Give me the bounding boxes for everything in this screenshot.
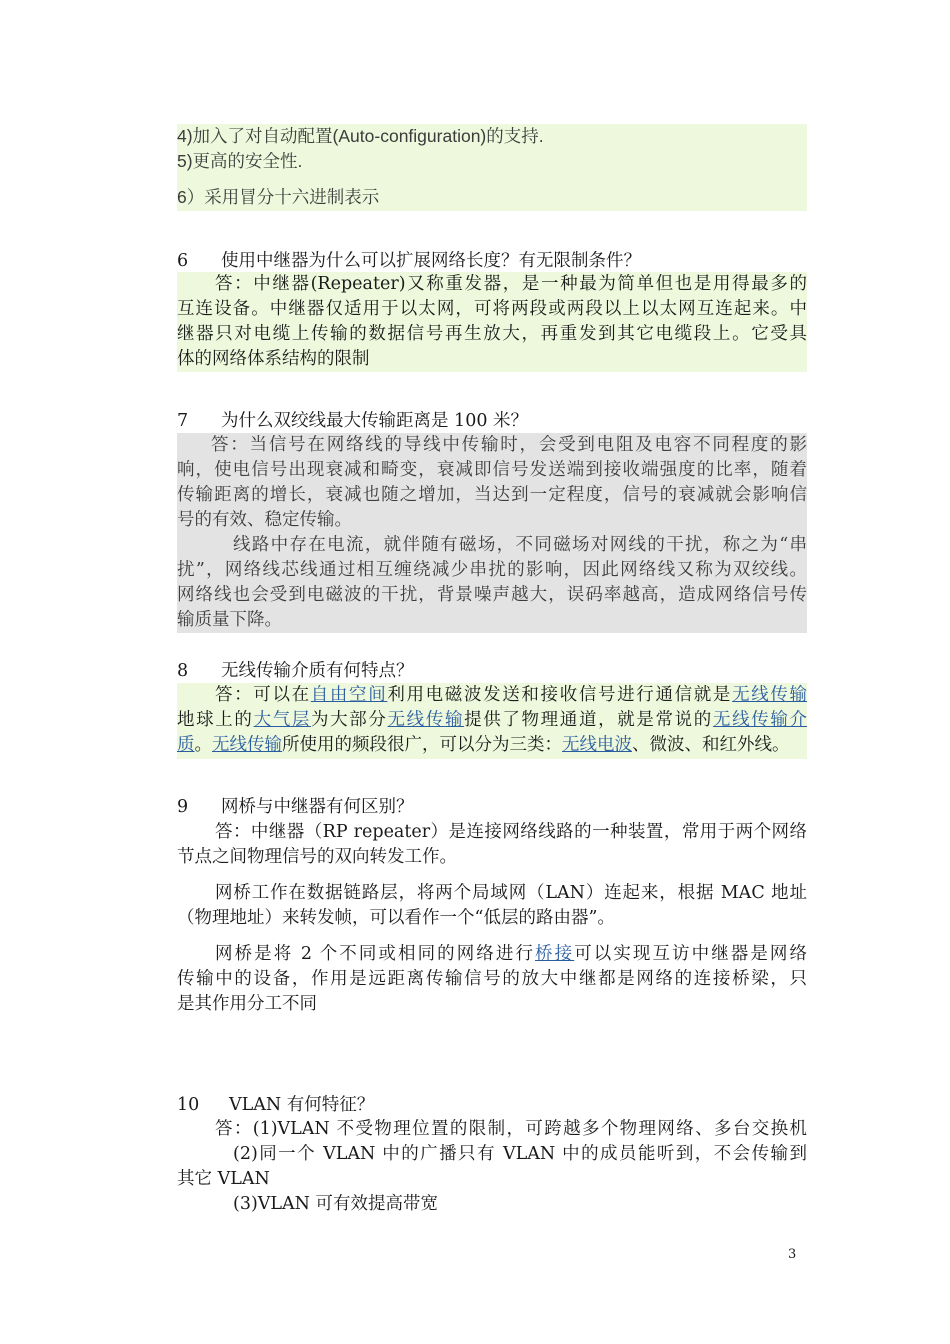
answer-9-line: 是其作用分工不同 <box>177 994 317 1014</box>
feature-line-5: 5)更高的安全性. <box>177 151 303 171</box>
answer-10-line: (3)VLAN 可有效提高带宽 <box>233 1194 439 1214</box>
answer-text: 。 <box>194 735 212 755</box>
answer-text: 利用电磁波发送和接收信号进行通信就是 <box>387 685 733 705</box>
answer-text: 可以实现互访中继器是网络 <box>574 944 808 964</box>
question-number: 7 <box>177 411 189 431</box>
answer-10-line: 答：(1)VLAN 不受物理位置的限制，可跨越多个物理网络、多台交换机 <box>215 1119 807 1139</box>
answer-text: 、微波、和红外线。 <box>632 735 790 755</box>
answer-7-line: 网络线也会受到电磁波的干扰，背景噪声越大，误码率越高，造成网络信号传 <box>177 585 807 605</box>
question-text: 为什么双绞线最大传输距离是 100 米？ <box>221 411 529 431</box>
wireless-medium-link[interactable]: 质 <box>177 735 195 755</box>
answer-6-line: 体的网络体系结构的限制 <box>177 349 370 369</box>
answer-8-line <box>177 683 807 708</box>
ipv6-features-block <box>177 124 807 211</box>
answer-7-line: 扰”，网络线芯线通过相互缠绕减少串扰的影响，因此网络线又称为双绞线。 <box>177 560 807 580</box>
feature-line-6: 6）采用冒分十六进制表示 <box>177 187 380 207</box>
radio-wave-link[interactable]: 无线电波 <box>562 735 632 755</box>
answer-text: 地球上的 <box>177 710 254 730</box>
question-number: 8 <box>177 661 189 681</box>
question-text: 无线传输介质有何特点？ <box>221 661 414 681</box>
answer-9-block <box>177 820 807 1020</box>
answer-7-line: 号的有效、稳定传输。 <box>177 510 352 530</box>
wireless-transmission-link[interactable]: 无线传输 <box>387 710 465 730</box>
answer-text: 提供了物理通道，就是常说的 <box>464 710 713 730</box>
answer-6-block <box>177 272 807 372</box>
answer-8-block <box>177 683 807 759</box>
answer-text: 网桥是将 2 个不同或相同的网络进行 <box>215 944 536 964</box>
answer-7-line: 答：当信号在网络线的导线中传输时，会受到电阻及电容不同程度的影 <box>211 435 807 455</box>
question-number: 10 <box>177 1095 200 1115</box>
page-number: 3 <box>788 1247 797 1262</box>
atmosphere-link[interactable]: 大气层 <box>253 710 311 730</box>
question-6-heading <box>177 249 641 274</box>
answer-10-line: 其它 VLAN <box>177 1169 270 1189</box>
answer-9-line <box>177 942 807 967</box>
question-7-heading <box>177 409 528 434</box>
answer-6-line: 继器只对电缆上传输的数据信号再生放大，再重发到其它电缆段上。它受具 <box>177 324 807 344</box>
answer-8-line <box>177 733 807 758</box>
answer-6-line: 答：中继器(Repeater)又称重发器，是一种最为简单但也是用得最多的 <box>215 274 807 294</box>
wireless-transmission-link[interactable]: 无线传输 <box>212 735 282 755</box>
question-9-heading <box>177 795 414 820</box>
question-text: 使用中继器为什么可以扩展网络长度？有无限制条件？ <box>221 251 641 271</box>
answer-8-line <box>177 708 807 733</box>
question-number: 6 <box>177 251 189 271</box>
answer-9-line: 传输中的设备，作用是远距离传输信号的放大中继都是网络的连接桥梁，只 <box>177 969 807 989</box>
answer-9-line: （物理地址）来转发帧，可以看作一个“低层的路由器”。 <box>177 908 615 928</box>
answer-9-line: 节点之间物理信号的双向转发工作。 <box>177 847 457 867</box>
answer-7-line: 传输距离的增长，衰减也随之增加，当达到一定程度，信号的衰减就会影响信 <box>177 485 807 505</box>
answer-7-line: 线路中存在电流，就伴随有磁场，不同磁场对网线的干扰，称之为“串 <box>233 535 807 555</box>
feature-line-4: 4)加入了对自动配置(Auto-configuration)的支持. <box>177 126 544 146</box>
question-8-heading <box>177 659 414 684</box>
answer-text: 为大部分 <box>310 710 388 730</box>
question-text: 网桥与中继器有何区别？ <box>221 797 414 817</box>
answer-text: 所使用的频段很广，可以分为三类： <box>282 735 562 755</box>
answer-7-line: 响，使电信号出现衰减和畸变，衰减即信号发送端到接收端强度的比率，随着 <box>177 460 807 480</box>
question-text: VLAN 有何特征？ <box>229 1095 375 1115</box>
answer-6-line: 互连设备。中继器仅适用于以太网，可将两段或两段以上以太网互连起来。中 <box>177 299 807 319</box>
answer-text: 答：可以在 <box>215 685 311 705</box>
bridging-link[interactable]: 桥接 <box>535 944 575 964</box>
wireless-medium-link[interactable]: 无线传输介 <box>712 710 807 730</box>
answer-7-block <box>177 433 807 633</box>
free-space-link[interactable]: 自由空间 <box>310 685 388 705</box>
answer-7-line: 输质量下降。 <box>177 610 282 630</box>
answer-10-line: (2)同一个 VLAN 中的广播只有 VLAN 中的成员能听到，不会传输到 <box>233 1144 807 1164</box>
question-10-heading <box>177 1093 374 1118</box>
wireless-transmission-link[interactable]: 无线传输 <box>732 685 808 705</box>
answer-10-block <box>177 1117 807 1217</box>
answer-9-line: 答：中继器（RP repeater）是连接网络线路的一种装置，常用于两个网络 <box>215 822 807 842</box>
question-number: 9 <box>177 797 189 817</box>
answer-9-line: 网桥工作在数据链路层，将两个局域网（LAN）连起来，根据 MAC 地址 <box>215 883 807 903</box>
